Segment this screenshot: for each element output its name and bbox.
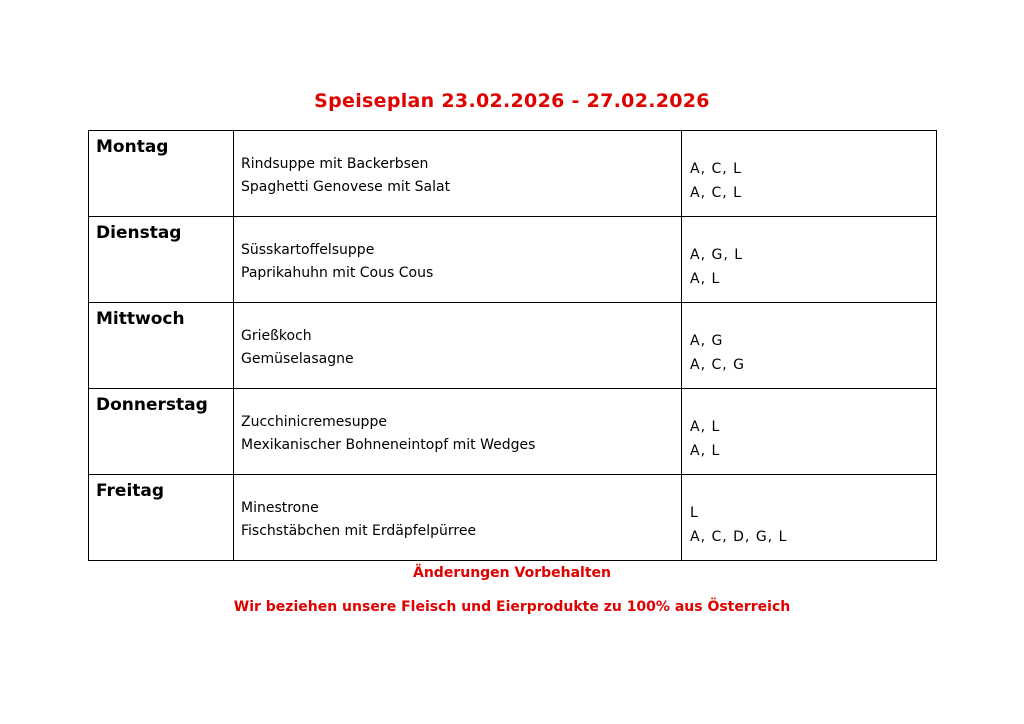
day-name: Freitag [96,481,165,501]
main-dish: Paprikahuhn mit Cous Cous [241,265,434,281]
dishes-cell [234,217,682,303]
dishes-cell [234,131,682,217]
day-cell [89,131,234,217]
allergens-cell [682,475,937,561]
day-cell [89,217,234,303]
changes-note: Änderungen Vorbehalten [413,565,611,581]
day-name: Montag [96,137,169,157]
page-title: Speiseplan 23.02.2026 - 27.02.2026 [314,90,710,112]
main-allergens: A, C, D, G, L [690,529,788,545]
main-dish: Fischstäbchen mit Erdäpfelpürree [241,523,477,539]
soup-allergens: A, C, L [690,161,742,177]
allergens-cell [682,303,937,389]
day-name: Dienstag [96,223,182,243]
allergens-cell [682,217,937,303]
soup-dish: Zucchinicremesuppe [241,414,387,430]
main-allergens: A, C, G [690,357,746,373]
day-name: Mittwoch [96,309,185,329]
main-allergens: A, L [690,443,721,459]
table-row-tuesday [89,217,937,303]
soup-allergens: A, G, L [690,247,744,263]
allergens-cell [682,131,937,217]
day-cell [89,475,234,561]
dishes-cell [234,303,682,389]
soup-dish: Süsskartoffelsuppe [241,242,375,258]
day-cell [89,389,234,475]
menu-table [88,130,937,561]
table-row-wednesday [89,303,937,389]
main-dish: Spaghetti Genovese mit Salat [241,179,451,195]
table-row-monday [89,131,937,217]
soup-dish: Minestrone [241,500,319,516]
main-allergens: A, L [690,271,721,287]
day-cell [89,303,234,389]
soup-allergens: A, G [690,333,724,349]
dishes-cell [234,389,682,475]
main-dish: Mexikanischer Bohneneintopf mit Wedges [241,437,536,453]
soup-allergens: A, L [690,419,721,435]
dishes-cell [234,475,682,561]
soup-dish: Grießkoch [241,328,312,344]
soup-allergens: L [690,505,699,521]
soup-dish: Rindsuppe mit Backerbsen [241,156,429,172]
main-dish: Gemüselasagne [241,351,354,367]
main-allergens: A, C, L [690,185,742,201]
origin-note: Wir beziehen unsere Fleisch und Eierprodukte zu 100% aus Österreich [233,599,791,615]
table-row-thursday [89,389,937,475]
allergens-cell [682,389,937,475]
day-name: Donnerstag [96,395,208,415]
table-row-friday [89,475,937,561]
